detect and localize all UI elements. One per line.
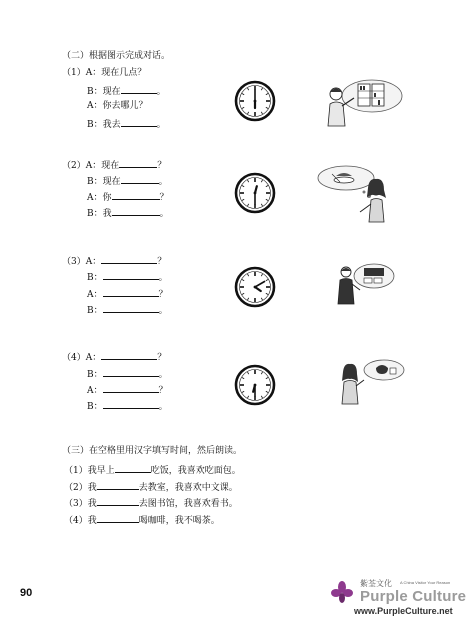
answer-blank[interactable] [112,190,160,200]
dialog2-line3: A：你 ？ [87,190,169,204]
logo-chinese-text: 紫荃文化 [360,579,392,588]
dialog2-line4: B：我 。 [87,206,169,220]
answer-blank[interactable] [101,350,157,360]
man-thinking-of-classroom-illustration [334,262,396,306]
clock-center [254,286,257,289]
answer-blank[interactable] [121,117,157,127]
logo-tagline: A China Visitor Your Reason [400,580,451,585]
answer-blank[interactable] [103,303,159,313]
exercise-item-3: （3）我 去图书馆，我喜欢看书。 [64,496,238,510]
answer-blank[interactable] [115,463,151,473]
section-title-2: （二）根据图示完成对话。 [62,51,171,61]
answer-blank[interactable] [103,367,159,377]
dialog4-line4: B： 。 [87,399,168,413]
purple-culture-logo[interactable] [330,578,466,618]
dialog1-line2: B：现在 。 [87,84,166,98]
dialog2-line2: B：现在 。 [87,174,168,188]
page-number: 90 [20,587,33,599]
dialog3-line4: B： 。 [87,303,168,317]
answer-blank[interactable] [121,174,159,184]
dialog1-line4: B：我去 。 [87,117,166,131]
answer-blank[interactable] [103,287,159,297]
answer-blank[interactable] [97,496,139,506]
dialog3-line3: A： ？ [87,287,168,301]
exercise-item-1: （1）我早上 吃饭，我喜欢吃面包。 [64,463,241,477]
flower-logo-icon [330,580,354,606]
dialog2-line1: （2）A：现在 ？ [62,158,166,172]
clock-center [254,192,257,195]
dialog3-line2: B： 。 [87,270,168,284]
dialog1-line1: （1）A：现在几点？ [62,68,147,78]
girl-thinking-of-coffee-illustration [338,356,410,406]
dialog4-line2: B： 。 [87,367,168,381]
man-at-bookshelf-illustration [316,78,402,130]
section-title-3: （三）在空格里用汉字填写时间，然后朗读。 [62,446,243,456]
answer-blank[interactable] [119,158,157,168]
clock-icon [234,266,276,308]
clock-icon [234,172,276,214]
logo-url: www.PurpleCulture.net [354,606,453,616]
answer-blank[interactable] [121,84,157,94]
answer-blank[interactable] [97,513,139,523]
dialog3-line1: （3）A： ？ [62,254,166,268]
answer-blank[interactable] [97,480,139,490]
exercise-item-2: （2）我 去教室，我喜欢中文课。 [64,480,238,494]
dialog4-line3: A： ？ [87,383,168,397]
clock-center [254,384,257,387]
clock-icon [234,364,276,406]
answer-blank[interactable] [101,254,157,264]
dialog4-line1: （4）A： ？ [62,350,166,364]
logo-brand-text: Purple Culture [360,588,466,605]
answer-blank[interactable] [103,399,159,409]
answer-blank[interactable] [103,270,159,280]
answer-blank[interactable] [103,383,159,393]
clock-icon [234,80,276,122]
exercise-item-4: （4）我 喝咖啡，我不喝茶。 [64,513,220,527]
girl-thinking-of-food-illustration [314,162,404,224]
dialog1-line3: A：你去哪儿？ [87,101,148,111]
clock-center [254,100,257,103]
answer-blank[interactable] [112,206,160,216]
